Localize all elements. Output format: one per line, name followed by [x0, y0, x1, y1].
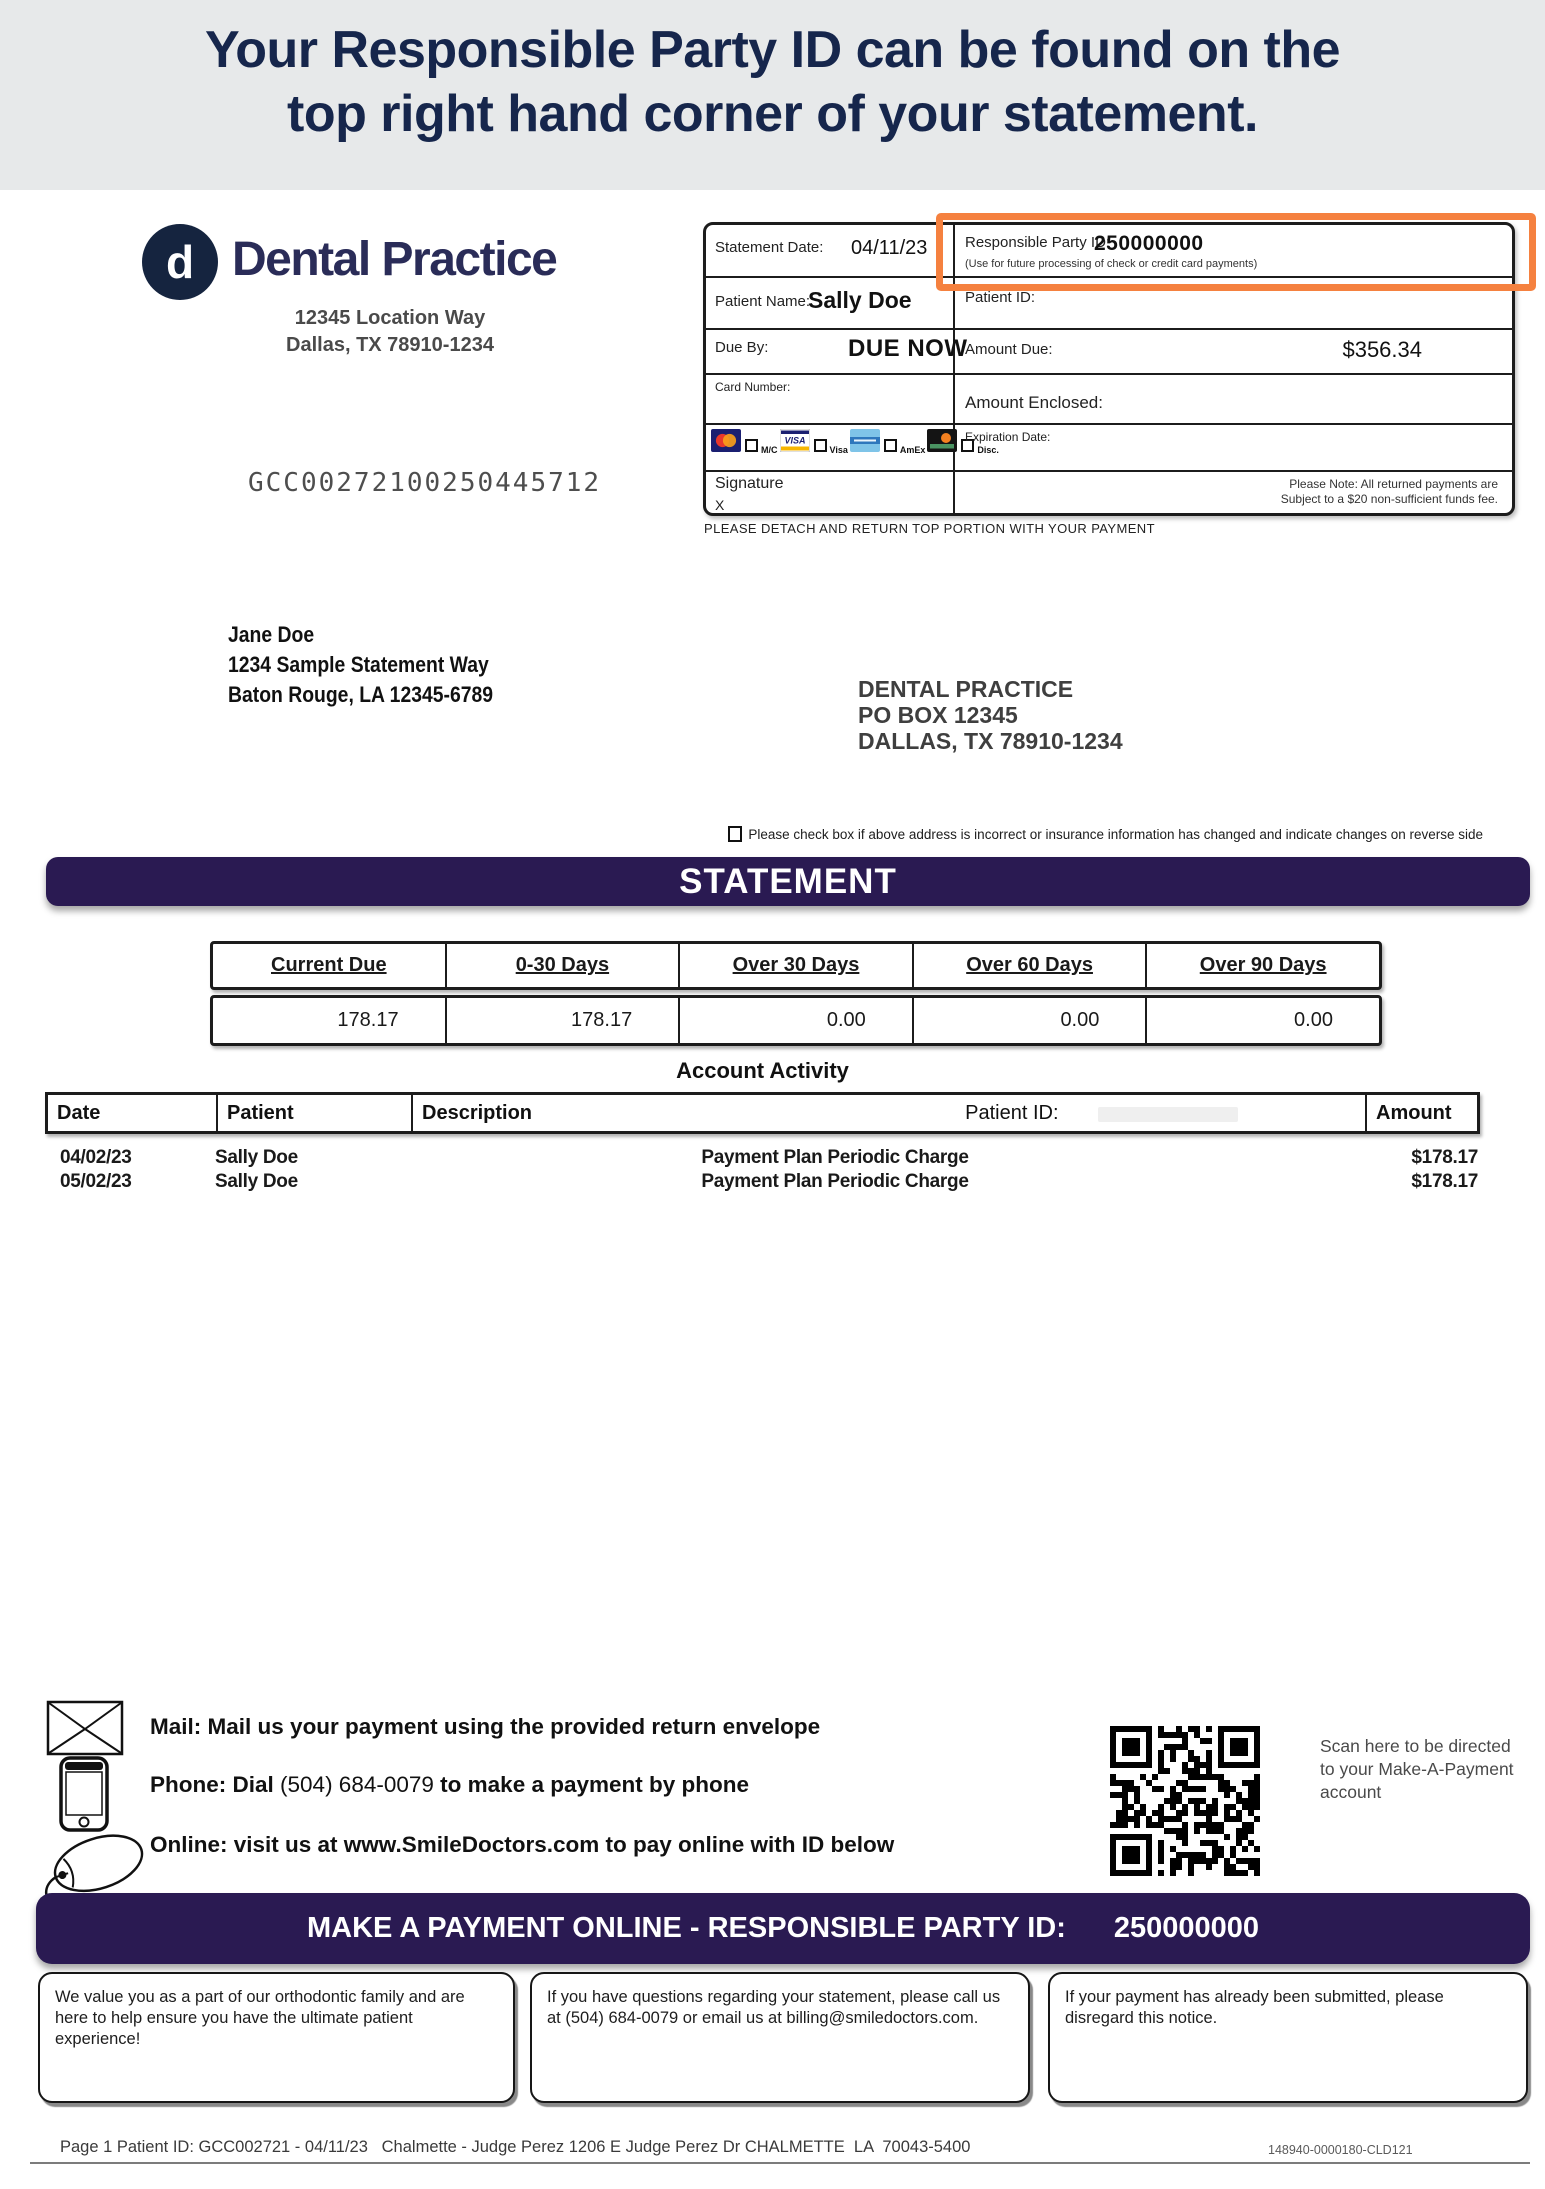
qr-code: [1106, 1722, 1264, 1880]
activity-description: Payment Plan Periodic Charge: [701, 1171, 969, 1192]
activity-date: 05/02/23: [60, 1171, 132, 1192]
footer-document-code: 148940-0000180-CLD121: [1268, 2143, 1413, 2157]
activity-header-row: [45, 1092, 1480, 1134]
mc-checkbox-label: M/C: [761, 445, 778, 455]
activity-patient: Sally Doe: [215, 1147, 298, 1168]
table-row: [45, 1146, 1480, 1170]
aging-header: 0-30 Days: [447, 944, 681, 987]
activity-rows: [45, 1146, 1480, 1194]
table-row: [45, 1170, 1480, 1194]
aging-header: Over 90 Days: [1199, 954, 1327, 976]
card-number-field[interactable]: Card Number:: [715, 380, 791, 394]
aging-value: 178.17: [213, 998, 447, 1043]
signature-label: Signature: [715, 475, 784, 492]
page-title-line1: Your Responsible Party ID can be found on the: [204, 21, 1341, 79]
discover-icon: [927, 429, 957, 452]
address-change-note: [728, 826, 1483, 842]
info-box-family: We value you as a part of our orthodontic family and are here to help ensure you have the ultimate patient experience!: [38, 1972, 515, 2103]
responsible-party-note: (Use for future processing of check or credit card payments): [965, 258, 1258, 270]
remit-pobox: PO BOX 12345: [858, 702, 1018, 728]
account-activity-title: Account Activity: [676, 1058, 849, 1083]
statement-date-label: Statement Date:: [715, 239, 824, 256]
pay-online-id: 250000000: [1113, 1912, 1260, 1944]
expiration-date-field[interactable]: Expiration Date:: [965, 430, 1051, 444]
stub-row-line: [706, 470, 1512, 472]
stub-row-line: [706, 276, 1512, 278]
responsible-party-label: Responsible Party ID:: [965, 234, 1111, 251]
aging-values-row: [210, 995, 1382, 1046]
envelope-icon: [46, 1700, 124, 1756]
card-options-row: [711, 429, 999, 455]
statement-banner: STATEMENT: [46, 857, 1530, 906]
address-change-checkbox[interactable]: [728, 826, 742, 842]
due-by-label: Due By:: [715, 339, 769, 356]
stub-row-line: [706, 423, 1512, 425]
activity-amount: $178.17: [1411, 1147, 1478, 1168]
detach-instruction: PLEASE DETACH AND RETURN TOP PORTION WITH YOUR PAYMENT: [704, 521, 1155, 536]
remit-to-address: [858, 676, 1123, 754]
footer-page-info: Page 1 Patient ID: GCC002721 - 04/11/23 Chalmette - Judge Perez 1206 E Judge Perez Dr CHALMETTE LA 70043-5400: [60, 2138, 971, 2156]
practice-name: Dental Practice: [232, 233, 557, 286]
patient-name-value: Sally Doe: [808, 287, 912, 313]
recipient-street: 1234 Sample Statement Way: [228, 652, 489, 677]
aging-header: Over 30 Days: [680, 944, 914, 987]
address-change-text: Please check box if above address is incorrect or insurance information has changed and indicate changes on reverse side: [748, 826, 1483, 842]
phone-instruction: Phone: Dial (504) 684-0079 to make a payment by phone: [150, 1772, 749, 1797]
stub-row-line: [706, 373, 1512, 375]
activity-header-amount: Amount: [1376, 1101, 1452, 1124]
visa-icon: [780, 429, 810, 452]
mail-instruction: Mail: Mail us your payment using the provided return envelope: [150, 1714, 821, 1739]
stub-row-line: [706, 328, 1512, 330]
aging-value: 178.17: [447, 998, 681, 1043]
mc-checkbox[interactable]: [745, 439, 758, 452]
info-box-questions: If you have questions regarding your statement, please call us at (504) 684-0079 or email us at billing@smiledoctors.com.: [530, 1972, 1030, 2103]
returned-payments-note: Please Note: All returned payments are Subject to a $20 non-sufficient funds fee.: [1280, 477, 1498, 506]
aging-header-row: [210, 941, 1382, 990]
practice-address-line1: 12345 Location Way: [294, 307, 486, 329]
visa-checkbox[interactable]: [814, 439, 827, 452]
aging-header: Current Due: [213, 944, 447, 987]
activity-description: Payment Plan Periodic Charge: [701, 1147, 969, 1168]
page-title: [0, 18, 1545, 146]
practice-address-line2: Dallas, TX 78910-1234: [286, 334, 494, 356]
aging-value: 0.00: [680, 998, 914, 1043]
practice-address: [240, 305, 540, 359]
activity-patient: Sally Doe: [215, 1171, 298, 1192]
amex-icon: [850, 429, 880, 452]
activity-amount: $178.17: [1411, 1171, 1478, 1192]
recipient-address: [228, 620, 493, 710]
pay-online-label: MAKE A PAYMENT ONLINE - RESPONSIBLE PARTY ID:: [306, 1912, 1066, 1944]
aging-value: 0.00: [1294, 1009, 1333, 1031]
amount-due-value: $356.34: [1342, 337, 1422, 362]
top-banner: [0, 0, 1545, 190]
aging-table: [210, 941, 1382, 1046]
activity-header-description: Description Patient ID:: [413, 1095, 1367, 1131]
aging-value: 0.00: [914, 998, 1148, 1043]
mastercard-icon: [711, 429, 741, 452]
payment-stub: [703, 222, 1515, 516]
activity-header-patient-id: Patient ID:: [965, 1101, 1059, 1124]
visa-checkbox-label: Visa: [829, 445, 848, 455]
practice-logo-icon: d: [142, 224, 218, 300]
responsible-party-id: 250000000: [1094, 232, 1204, 255]
remit-city: DALLAS, TX 78910-1234: [858, 728, 1123, 754]
amount-enclosed-field[interactable]: Amount Enclosed:: [965, 393, 1103, 412]
amex-checkbox[interactable]: [884, 439, 897, 452]
statement-date-value: 04/11/23: [851, 237, 928, 259]
discover-checkbox-label: Disc.: [977, 445, 999, 455]
recipient-name: Jane Doe: [228, 622, 315, 647]
aging-header: Over 60 Days: [914, 944, 1148, 987]
patient-name-label: Patient Name:: [715, 293, 811, 310]
due-by-value: DUE NOW: [848, 335, 968, 362]
activity-header-patient: Patient: [218, 1095, 413, 1131]
redacted-patient-id: [1098, 1107, 1238, 1122]
activity-header-date: Date: [48, 1095, 218, 1131]
mouse-icon: [36, 1822, 156, 1902]
pay-online-banner: [36, 1893, 1530, 1964]
page-title-line2: top right hand corner of your statement.: [287, 85, 1258, 143]
account-scanline: GCC00272100250445712: [248, 468, 602, 498]
online-instruction: Online: visit us at www.SmileDoctors.com to pay online with ID below: [150, 1832, 895, 1857]
info-box-submitted: If your payment has already been submitted, please disregard this notice.: [1048, 1972, 1528, 2103]
qr-caption: Scan here to be directed to your Make-A-Payment account: [1320, 1736, 1514, 1802]
remit-name: DENTAL PRACTICE: [858, 676, 1074, 702]
responsible-party-highlight: [936, 213, 1536, 291]
footer-divider: [30, 2162, 1530, 2164]
svg-text:VISA: VISA: [783, 435, 806, 446]
signature-line[interactable]: X: [715, 497, 725, 513]
activity-date: 04/02/23: [60, 1147, 132, 1168]
recipient-city: Baton Rouge, LA 12345-6789: [228, 682, 494, 707]
amex-checkbox-label: AmEx: [899, 445, 926, 455]
amount-due-label: Amount Due:: [965, 341, 1053, 358]
patient-id-label: Patient ID:: [965, 289, 1036, 306]
